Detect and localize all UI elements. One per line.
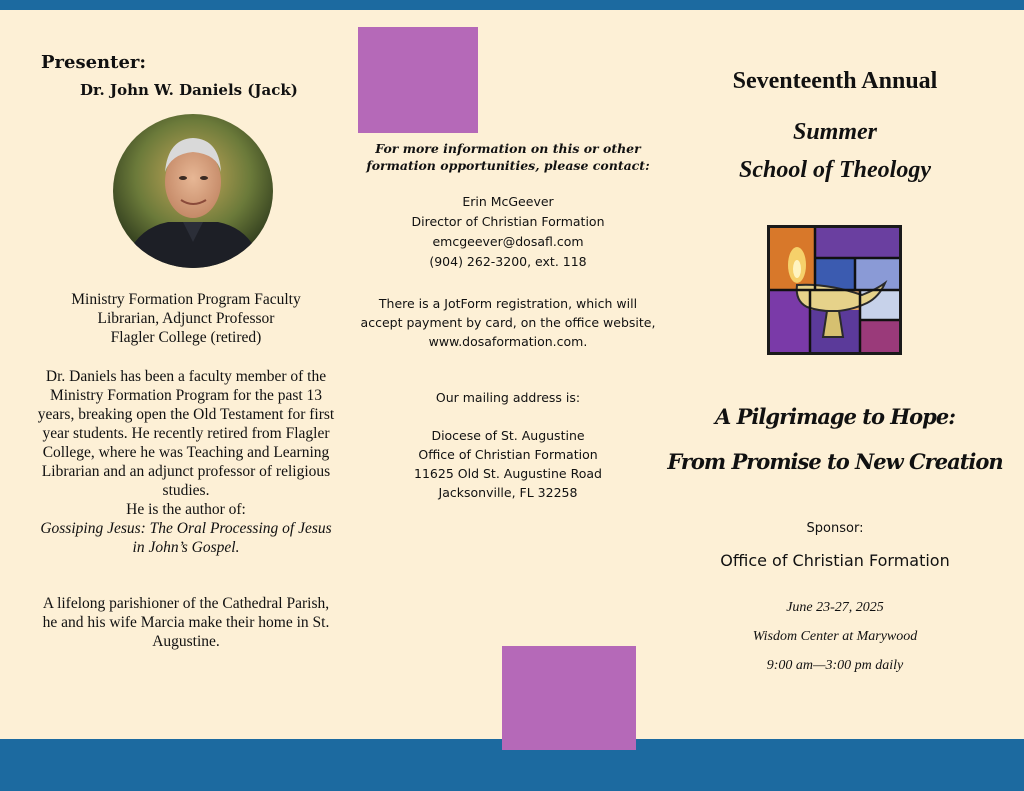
event-title — [680, 113, 990, 189]
event-details — [680, 593, 990, 680]
sponsor-name: Office of Christian Formation — [720, 551, 950, 570]
top-bar — [0, 0, 1024, 10]
presenter-photo — [113, 114, 273, 268]
contact-heading: For more information on this or other formation opportunities, please contact: — [366, 141, 650, 173]
title-line: Flagler College (retired) — [110, 329, 262, 346]
event-title-line1: Summer — [792, 119, 878, 145]
contact-block — [360, 192, 656, 272]
event-title-line2: School of Theology — [739, 157, 931, 183]
address-line: 11625 Old St. Augustine Road — [414, 466, 602, 481]
title-line: Ministry Formation Program Faculty — [71, 291, 301, 308]
theme-title — [660, 394, 1010, 484]
theme-line2: From Promise to New Creation — [667, 449, 1003, 474]
author-of-label: He is the author of: — [126, 501, 246, 518]
presenter-name: Dr. John W. Daniels (Jack) — [80, 81, 298, 99]
presenter-bio — [36, 367, 336, 557]
presenter-titles — [36, 290, 336, 347]
contact-name: Erin McGeever — [462, 194, 554, 209]
purple-square-top — [358, 27, 478, 133]
parish-text: A lifelong parishioner of the Cathedral Parish, he and his wife Marcia make their home in St. Augustine. — [42, 595, 330, 650]
address-line: Jacksonville, FL 32258 — [438, 485, 578, 500]
theme-line1: A Pilgrimage to Hope: — [715, 404, 955, 429]
address-line: Office of Christian Formation — [418, 447, 598, 462]
mailing-label: Our mailing address is: — [435, 390, 581, 405]
event-venue: Wisdom Center at Marywood — [752, 629, 918, 644]
event-dates: June 23-27, 2025 — [786, 600, 884, 615]
registration-info: There is a JotForm registration, which will accept payment by card, on the office website, www.dosaformation.com. — [360, 296, 656, 349]
annual-heading: Seventeenth Annual — [732, 68, 938, 94]
contact-phone: (904) 262-3200, ext. 118 — [429, 254, 587, 269]
stained-glass-lamp-art — [767, 225, 902, 355]
bio-text: Dr. Daniels has been a faculty member of the Ministry Formation Program for the past 13 years, breaking open the Old Testament for first year students. He recently retired from Flagler College, where he was Teaching and Learning Librarian and an adjunct professor of religious studies. — [37, 368, 335, 499]
mailing-address — [360, 426, 656, 502]
purple-square-bottom — [502, 646, 636, 750]
address-line: Diocese of St. Augustine — [431, 428, 585, 443]
book-title: Gossiping Jesus: The Oral Processing of Jesus in John’s Gospel. — [40, 520, 332, 556]
contact-title: Director of Christian Formation — [411, 214, 605, 229]
title-line: Librarian, Adjunct Professor — [97, 310, 275, 327]
presenter-label: Presenter: — [41, 52, 147, 73]
contact-email[interactable]: emcgeever@dosafl.com — [432, 234, 584, 249]
event-hours: 9:00 am—3:00 pm daily — [766, 658, 904, 673]
sponsor-label: Sponsor: — [806, 521, 864, 536]
